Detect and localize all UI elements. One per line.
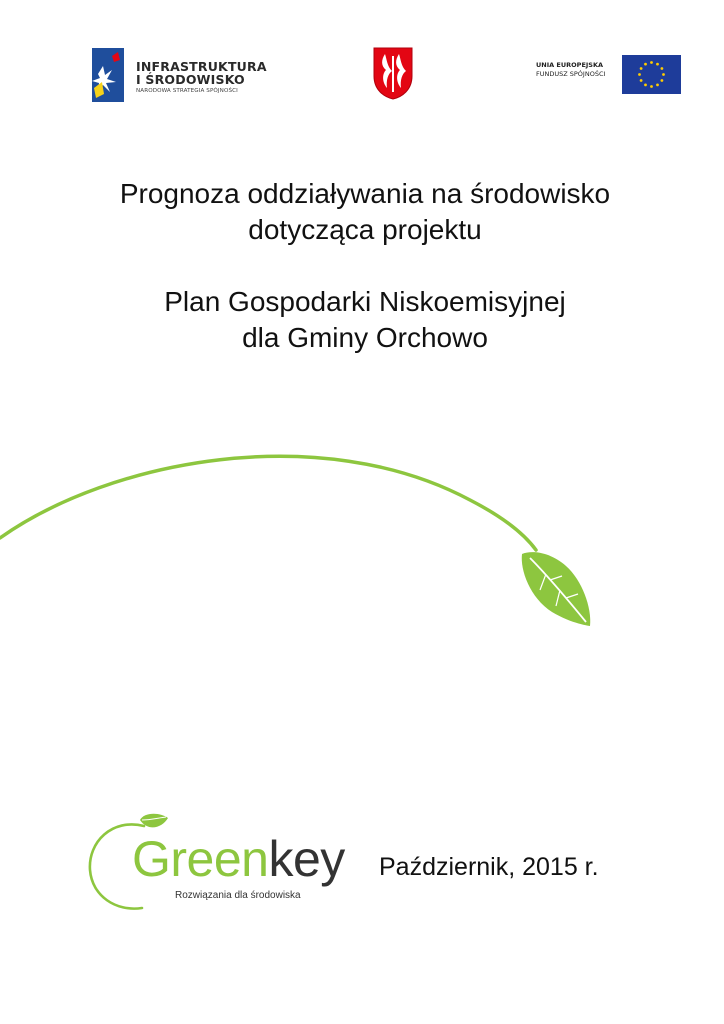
document-title (3, 176, 724, 248)
eu-fundusz-logo (536, 55, 682, 95)
leaf-icon (522, 552, 591, 626)
greenkey-tagline: Rozwiązania dla środowiska (175, 890, 301, 901)
greenkey-logo (82, 812, 358, 916)
infrastruktura-name (136, 60, 267, 86)
project-title (3, 284, 724, 356)
green-arc-leaf-decoration (0, 430, 600, 635)
gmina-crest-icon (372, 46, 414, 100)
greenkey-word-green: Green (132, 831, 269, 887)
eu-line1: UNIA EUROPEJSKA (536, 61, 604, 69)
title-line-4: dla Gminy Orchowo (242, 322, 488, 353)
infrastruktura-line2: I ŚRODOWISKO (136, 72, 245, 87)
document-date: Październik, 2015 r. (379, 853, 599, 881)
greenkey-wordmark (132, 831, 345, 887)
eu-line2: FUNDUSZ SPÓJNOŚCI (536, 70, 606, 78)
green-arc (0, 456, 536, 550)
title-line-2: dotycząca projektu (248, 214, 482, 245)
infrastruktura-srodowisko-logo (92, 48, 267, 104)
title-line-1: Prognoza oddziaływania na środowisko (119, 178, 611, 209)
eu-text (536, 61, 605, 79)
infrastruktura-subtitle: NARODOWA STRATEGIA SPÓJNOŚCI (136, 88, 238, 94)
eu-flag-icon (622, 55, 681, 94)
title-line-3: Plan Gospodarki Niskoemisyjnej (164, 286, 566, 317)
infrastruktura-line1: INFRASTRUKTURA (136, 59, 267, 74)
greenkey-word-key: key (268, 831, 345, 887)
infrastruktura-star-icon (92, 48, 124, 102)
